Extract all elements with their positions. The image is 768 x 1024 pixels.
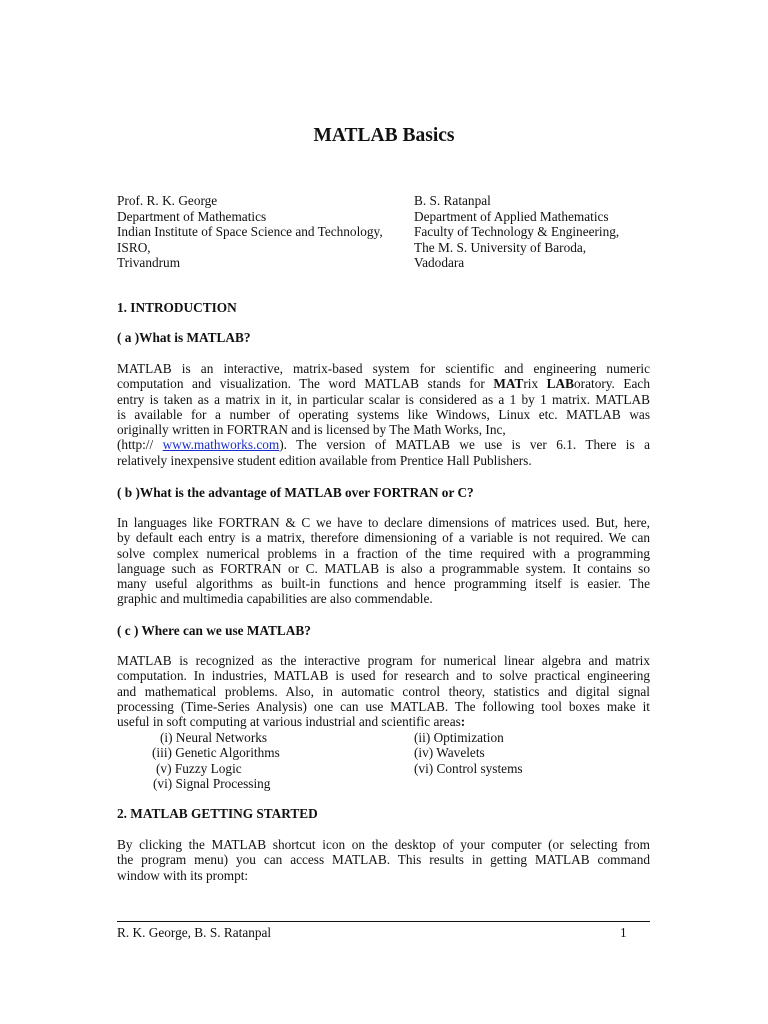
mathworks-link[interactable]: www.mathworks.com	[162, 437, 280, 453]
text-line: processing (Time-Series Analysis) one can use MATLAB. The following tool boxes make it	[117, 698, 650, 714]
text-span: computation and visualization. The word MATLAB stands for	[117, 376, 494, 392]
bold-span: LAB	[546, 376, 575, 392]
bold-span: :	[460, 714, 466, 730]
text-line: graphic and multimedia capabilities are also commendable.	[117, 591, 433, 607]
list-item: (iii) Genetic Algorithms	[152, 745, 280, 761]
text-line: computation. In industries, MATLAB is used for research and to solve practical engineering	[117, 668, 650, 684]
text-span: (http://	[117, 437, 163, 453]
text-line: is available for a number of operating systems like Windows, Linux etc. MATLAB was	[117, 406, 650, 422]
author-left	[117, 193, 383, 271]
text-span: oratory. Each	[574, 376, 650, 392]
section-heading-introduction: 1. INTRODUCTION	[117, 300, 237, 315]
section-heading-getting-started: 2. MATLAB GETTING STARTED	[117, 806, 318, 821]
text-span: ). The version of MATLAB we use is ver 6.1. There is a	[279, 437, 650, 453]
list-item: (ii) Optimization	[414, 730, 504, 745]
author-left-department: Department of Mathematics	[117, 208, 267, 224]
list-item: (vi) Signal Processing	[153, 775, 271, 791]
paragraph-where-use	[117, 653, 650, 729]
text-line: entry is taken as a matrix in it, in particular scalar is considered as a 1 by 1 matrix. MATLAB	[117, 391, 650, 407]
bold-span: MAT	[493, 376, 524, 392]
subheading-where-use: ( c ) Where can we use MATLAB?	[117, 623, 311, 638]
author-right-faculty: Faculty of Technology & Engineering,	[414, 224, 620, 240]
text-line: and mathematical problems. Also, in automatic control theory, statistics and digital signal	[117, 683, 650, 699]
text-line: By clicking the MATLAB shortcut icon on the desktop of your computer (or selecting from	[117, 837, 650, 852]
list-item: (vi) Control systems	[414, 760, 523, 776]
footer-divider	[117, 921, 650, 922]
author-right-name: B. S. Ratanpal	[414, 193, 491, 208]
document-title: MATLAB Basics	[313, 125, 455, 146]
author-left-name: Prof. R. K. George	[117, 193, 218, 208]
paragraph-what-is-matlab	[117, 361, 650, 468]
text-span: rix	[523, 376, 547, 392]
author-right-city: Vadodara	[414, 255, 465, 271]
text-line	[117, 437, 650, 452]
text-line: originally written in FORTRAN and is licensed by The Math Works, Inc,	[117, 422, 506, 438]
text-line: MATLAB is an interactive, matrix-based system for scientific and engineering numeric	[117, 361, 650, 376]
list-item: (iv) Wavelets	[414, 745, 485, 761]
text-line: window with its prompt:	[117, 867, 249, 883]
author-left-org: ISRO,	[117, 239, 151, 255]
text-line: relatively inexpensive student edition available from Prentice Hall Publishers.	[117, 452, 532, 468]
subheading-what-is-matlab: ( a )What is MATLAB?	[117, 330, 251, 345]
text-span: useful in soft computing at various industrial and scientific areas	[117, 714, 461, 730]
text-line: solve complex numerical problems in a fraction of the time required with a programming	[117, 545, 650, 561]
paragraph-getting-started	[117, 837, 650, 883]
paragraph-advantage	[117, 515, 650, 607]
author-right-university: The M. S. University of Baroda,	[414, 239, 587, 255]
text-line: by default each entry is a matrix, therefore dimensioning of a variable is not required. We can	[117, 530, 650, 546]
text-line: language such as FORTRAN or C. MATLAB is also a programmable system. It contains so	[117, 560, 650, 576]
text-line: In languages like FORTRAN & C we have to declare dimensions of matrices used. But, here,	[117, 515, 650, 530]
author-right	[414, 193, 619, 271]
author-left-city: Trivandrum	[117, 255, 181, 271]
author-right-department: Department of Applied Mathematics	[414, 208, 609, 224]
text-line	[117, 376, 650, 391]
text-line: the program menu) you can access MATLAB. This results in getting MATLAB command	[117, 852, 650, 868]
text-line	[117, 714, 650, 729]
page-number: 1	[620, 925, 627, 940]
footer-authors: R. K. George, B. S. Ratanpal	[117, 925, 272, 940]
subheading-advantage: ( b )What is the advantage of MATLAB over FORTRAN or C?	[117, 485, 474, 500]
text-line: MATLAB is recognized as the interactive program for numerical linear algebra and matrix	[117, 653, 650, 668]
author-left-institute: Indian Institute of Space Science and Technology,	[117, 224, 383, 240]
list-item: (v) Fuzzy Logic	[156, 760, 242, 776]
list-item: (i) Neural Networks	[160, 730, 268, 745]
text-line: many useful algorithms as built-in functions and hence programming itself is easier. The	[117, 576, 650, 592]
